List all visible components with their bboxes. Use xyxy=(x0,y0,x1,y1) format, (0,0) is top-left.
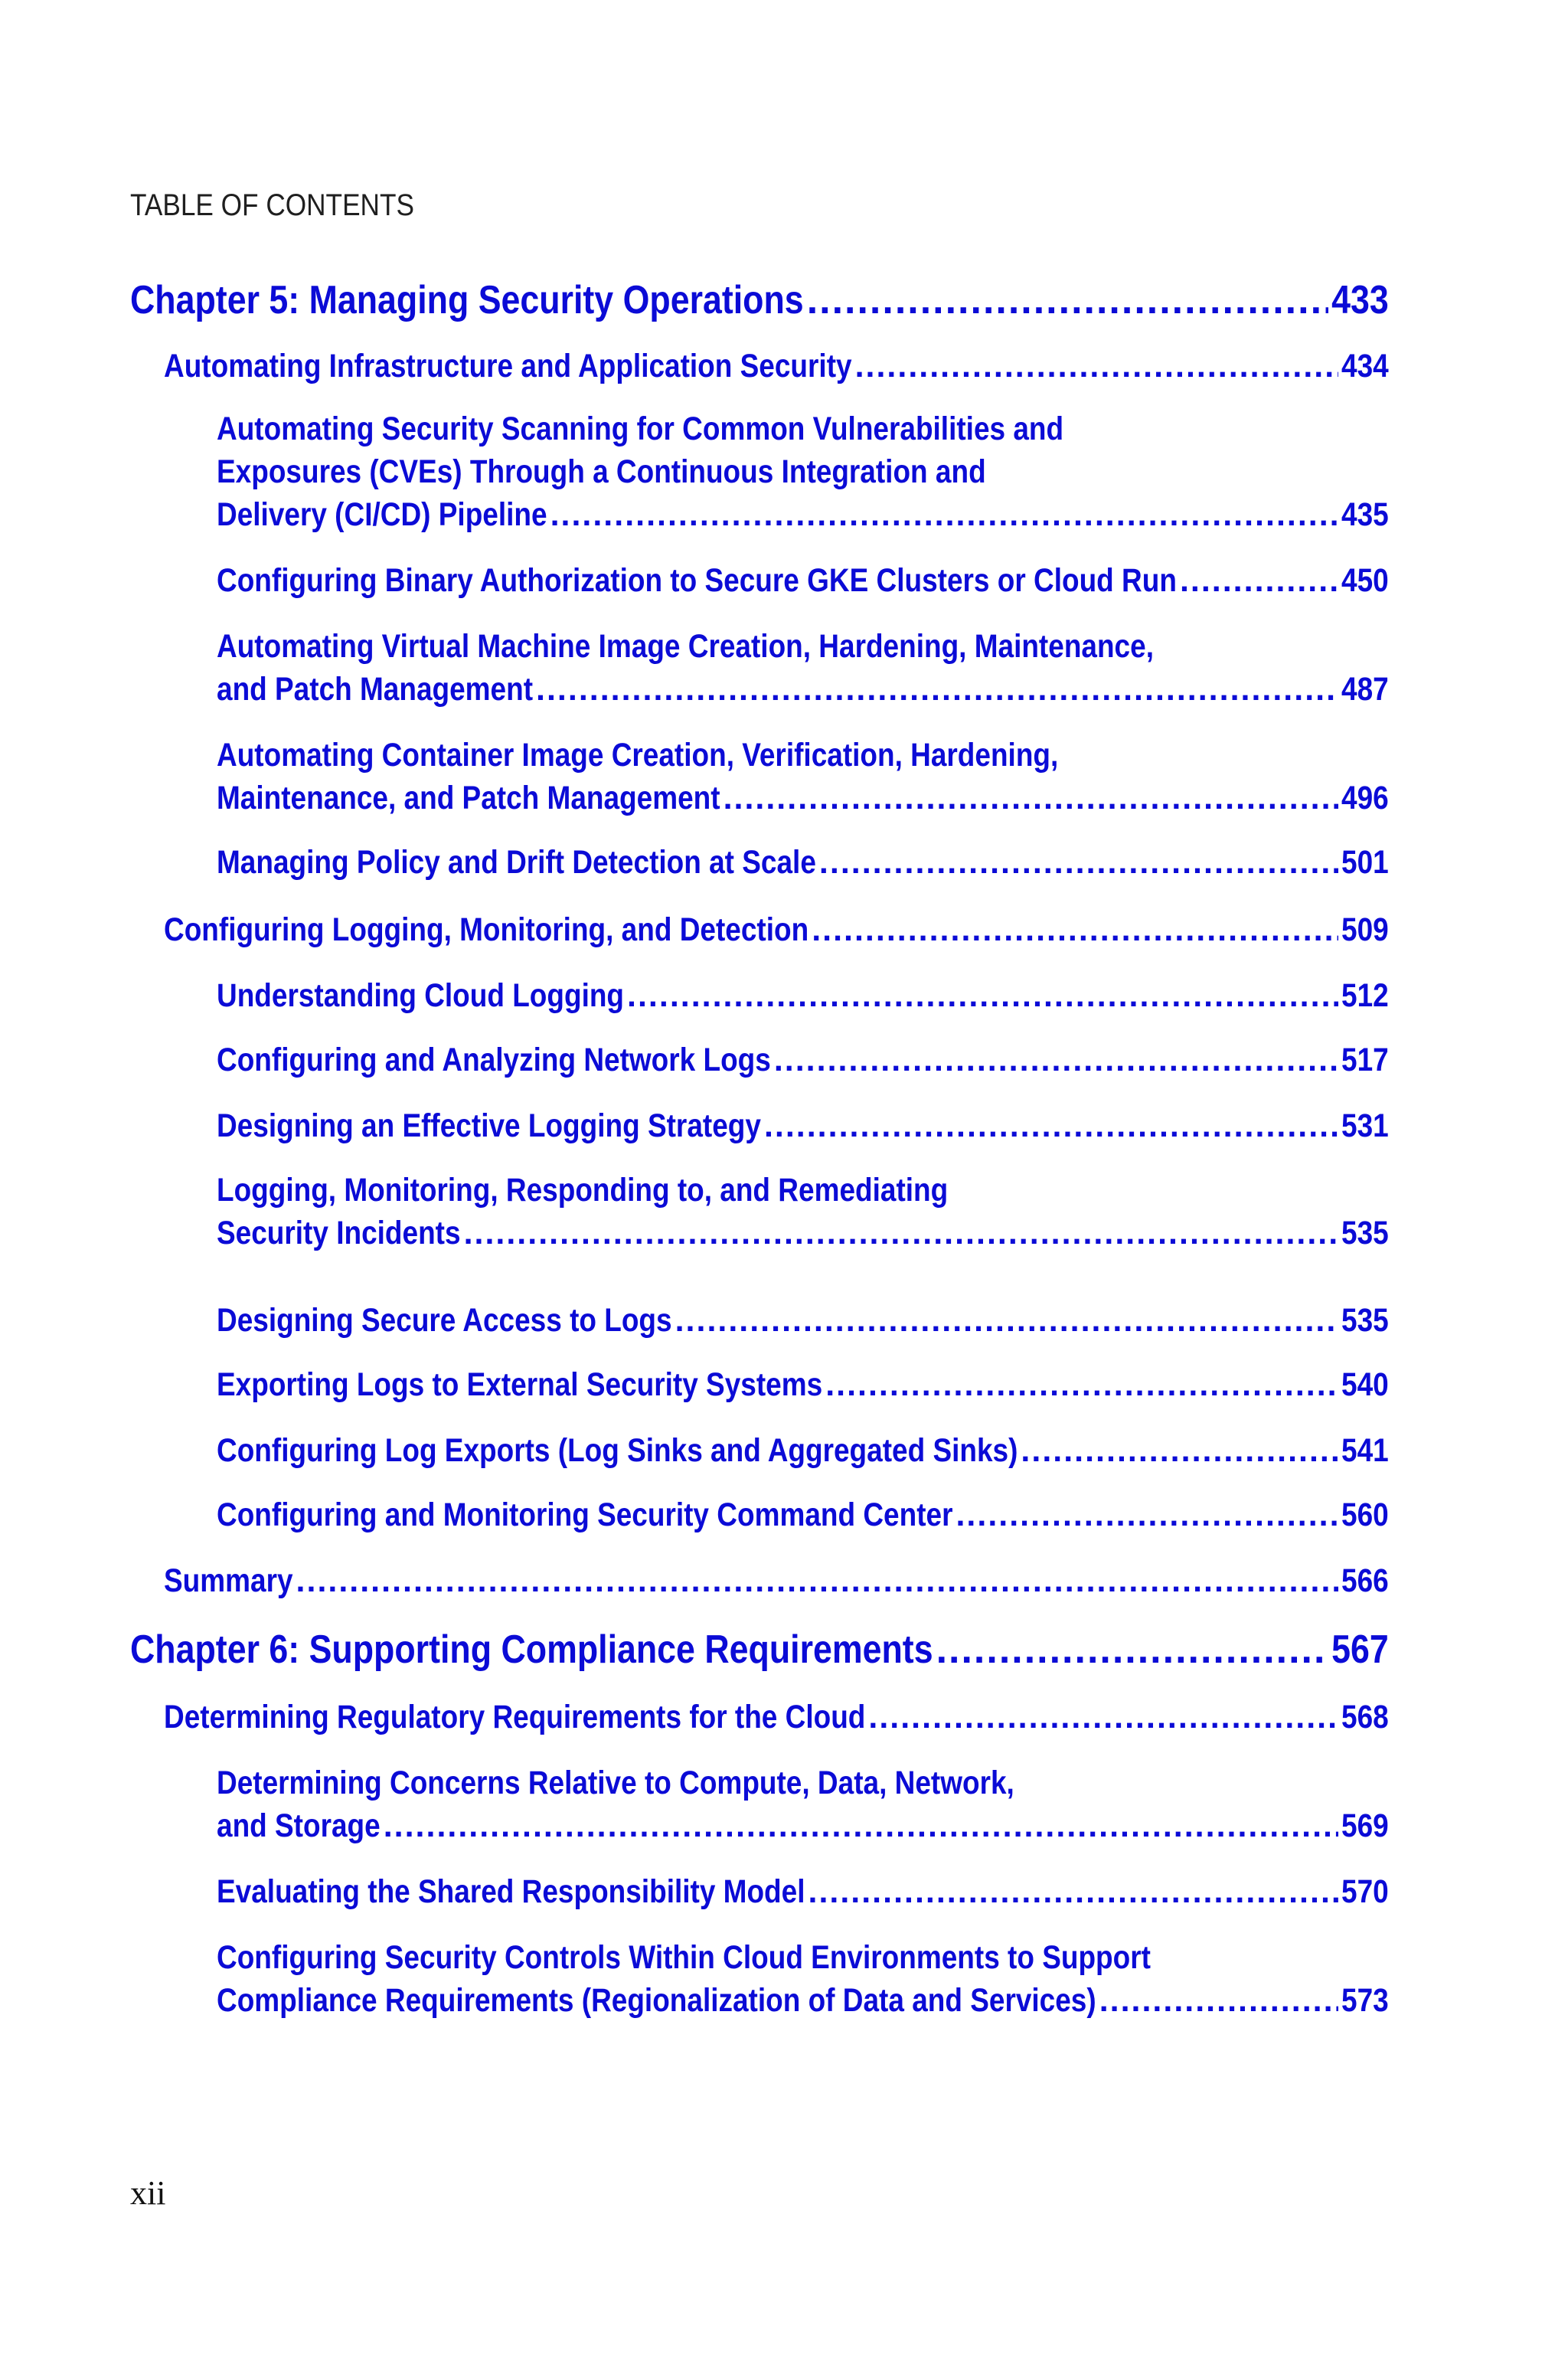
entry-title: Automating Infrastructure and Application Security xyxy=(164,348,852,384)
subsection-entry[interactable] xyxy=(217,1104,1389,1147)
entry-page-number: 531 xyxy=(1341,1107,1389,1144)
entry-page-number: 496 xyxy=(1341,780,1389,816)
entry-title: Configuring Binary Authorization to Secure GKE Clusters or Cloud Run xyxy=(217,562,1177,599)
entry-title-line: Exposures (CVEs) Through a Continuous Integration and xyxy=(217,453,986,490)
entry-page-number: 570 xyxy=(1341,1873,1389,1910)
entry-page-number: 567 xyxy=(1331,1627,1389,1672)
section-entry[interactable] xyxy=(164,908,1389,951)
entry-page-number: 560 xyxy=(1341,1496,1389,1533)
dot-leader xyxy=(1180,559,1338,602)
page-number: xii xyxy=(130,2174,166,2212)
dot-leader xyxy=(627,974,1338,1017)
entry-title: Configuring Logging, Monitoring, and Detection xyxy=(164,911,809,948)
entry-page-number: 535 xyxy=(1341,1215,1389,1251)
chapter-entry[interactable] xyxy=(130,1625,1389,1674)
dot-leader xyxy=(764,1104,1338,1147)
entry-page-number: 501 xyxy=(1341,844,1389,881)
dot-leader xyxy=(464,1212,1339,1254)
dot-leader xyxy=(536,668,1338,711)
dot-leader xyxy=(384,1804,1339,1847)
section-entry[interactable] xyxy=(164,345,1389,388)
entry-page-number: 435 xyxy=(1341,496,1389,533)
dot-leader xyxy=(808,1870,1339,1913)
entry-title: Understanding Cloud Logging xyxy=(217,977,625,1014)
entry-title: Compliance Requirements (Regionalization of Data and Services) xyxy=(217,1982,1096,2019)
dot-leader xyxy=(807,276,1329,325)
entry-page-number: 487 xyxy=(1341,671,1389,708)
entry-page-number: 433 xyxy=(1331,278,1389,322)
entry-page-number: 569 xyxy=(1341,1807,1389,1844)
dot-leader xyxy=(855,345,1339,388)
entry-page-number: 540 xyxy=(1341,1366,1389,1403)
entry-page-number: 517 xyxy=(1341,1042,1389,1078)
dot-leader xyxy=(868,1696,1338,1739)
subsection-entry[interactable] xyxy=(217,1761,1389,1847)
subsection-entry[interactable] xyxy=(217,407,1389,536)
subsection-entry[interactable] xyxy=(217,1169,1389,1254)
entry-title: and Patch Management xyxy=(217,671,534,708)
subsection-entry[interactable] xyxy=(217,1429,1389,1472)
entry-page-number: 509 xyxy=(1341,911,1389,948)
subsection-entry[interactable] xyxy=(217,1363,1389,1406)
entry-title: Determining Regulatory Requirements for the Cloud xyxy=(164,1699,866,1735)
subsection-entry[interactable] xyxy=(217,1299,1389,1342)
dot-leader xyxy=(819,841,1338,884)
subsection-entry[interactable] xyxy=(217,1936,1389,2022)
entry-title: and Storage xyxy=(217,1807,381,1844)
subsection-entry[interactable] xyxy=(217,734,1389,819)
entry-title-line: Logging, Monitoring, Responding to, and Remediating xyxy=(217,1172,949,1209)
entry-title: Designing Secure Access to Logs xyxy=(217,1302,672,1339)
entry-title-line: Automating Security Scanning for Common Vulnerabilities and xyxy=(217,411,1064,447)
subsection-entry[interactable] xyxy=(217,1870,1389,1913)
subsection-entry[interactable] xyxy=(217,974,1389,1017)
entry-title: Evaluating the Shared Responsibility Model xyxy=(217,1873,805,1910)
subsection-entry[interactable] xyxy=(217,625,1389,711)
entry-page-number: 434 xyxy=(1341,348,1389,384)
entry-page-number: 450 xyxy=(1341,562,1389,599)
dot-leader xyxy=(936,1625,1329,1674)
entry-title: Configuring and Monitoring Security Command Center xyxy=(217,1496,953,1533)
running-head: TABLE OF CONTENTS xyxy=(130,188,414,222)
dot-leader xyxy=(1021,1429,1338,1472)
section-entry[interactable] xyxy=(164,1696,1389,1739)
section-entry[interactable] xyxy=(164,1559,1389,1602)
dot-leader xyxy=(812,908,1338,951)
dot-leader xyxy=(774,1039,1338,1081)
subsection-entry[interactable] xyxy=(217,1493,1389,1536)
entry-title: Delivery (CI/CD) Pipeline xyxy=(217,496,547,533)
dot-leader xyxy=(825,1363,1338,1406)
entry-title: Chapter 6: Supporting Compliance Requirements xyxy=(130,1627,933,1672)
entry-page-number: 566 xyxy=(1341,1562,1389,1599)
subsection-entry[interactable] xyxy=(217,1039,1389,1081)
dot-leader xyxy=(1099,1979,1339,2022)
dot-leader xyxy=(724,777,1339,819)
entry-page-number: 573 xyxy=(1341,1982,1389,2019)
dot-leader xyxy=(675,1299,1339,1342)
entry-title: Configuring and Analyzing Network Logs xyxy=(217,1042,771,1078)
dot-leader xyxy=(296,1559,1339,1602)
dot-leader xyxy=(956,1493,1338,1536)
entry-title: Designing an Effective Logging Strategy xyxy=(217,1107,761,1144)
entry-title: Summary xyxy=(164,1562,293,1599)
dot-leader xyxy=(550,493,1339,536)
subsection-entry[interactable] xyxy=(217,559,1389,602)
entry-title: Managing Policy and Drift Detection at Scale xyxy=(217,844,816,881)
entry-title-line: Automating Container Image Creation, Verification, Hardening, xyxy=(217,737,1059,774)
entry-title-line: Configuring Security Controls Within Cloud Environments to Support xyxy=(217,1939,1151,1976)
subsection-entry[interactable] xyxy=(217,841,1389,884)
entry-title: Exporting Logs to External Security Systems xyxy=(217,1366,823,1403)
entry-page-number: 535 xyxy=(1341,1302,1389,1339)
entry-title: Maintenance, and Patch Management xyxy=(217,780,720,816)
entry-page-number: 568 xyxy=(1341,1699,1389,1735)
entry-title: Chapter 5: Managing Security Operations xyxy=(130,278,804,322)
entry-title-line: Automating Virtual Machine Image Creation, Hardening, Maintenance, xyxy=(217,628,1154,665)
chapter-entry[interactable] xyxy=(130,276,1389,325)
entry-title: Configuring Log Exports (Log Sinks and Aggregated Sinks) xyxy=(217,1432,1018,1469)
entry-page-number: 541 xyxy=(1341,1432,1389,1469)
entry-title-line: Determining Concerns Relative to Compute, Data, Network, xyxy=(217,1765,1014,1801)
entry-title: Security Incidents xyxy=(217,1215,461,1251)
entry-page-number: 512 xyxy=(1341,977,1389,1014)
